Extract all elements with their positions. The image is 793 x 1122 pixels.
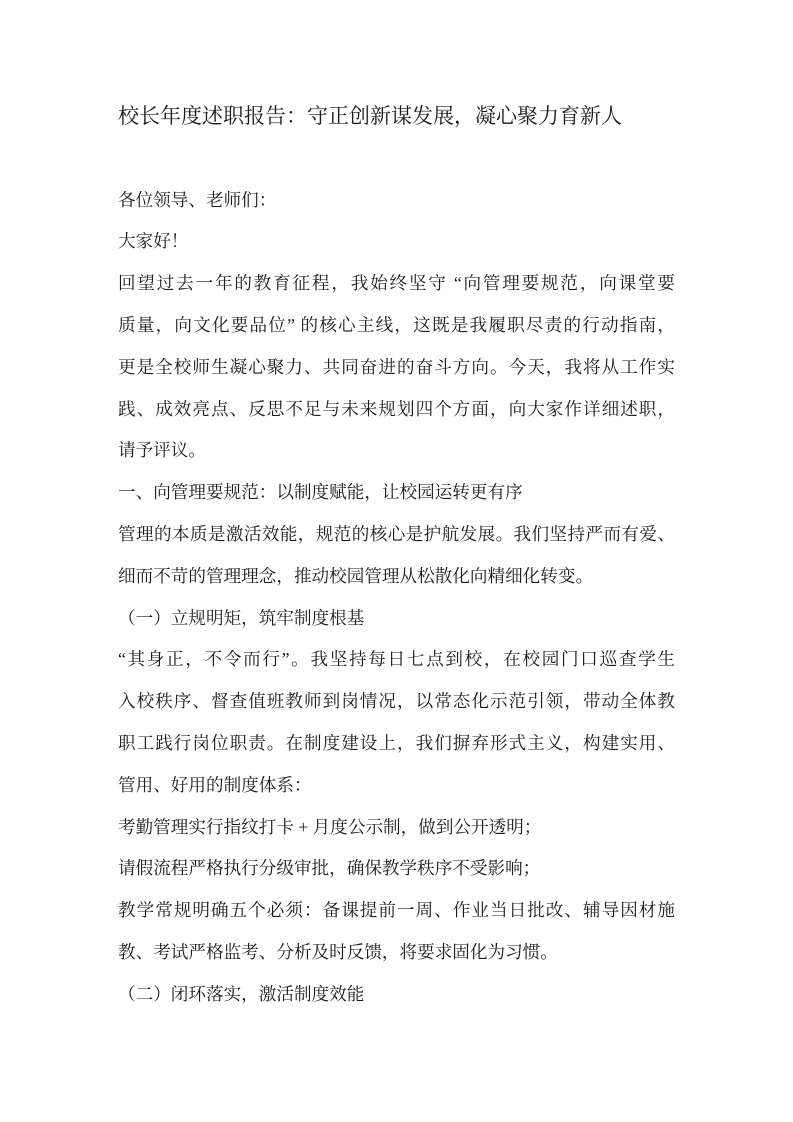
text-line: 请假流程严格执行分级审批，确保教学秩序不受影响； <box>118 858 541 879</box>
text-line: 管用、好用的制度体系： <box>118 774 312 795</box>
text-line: 职工践行岗位职责。在制度建设上，我们摒弃形式主义，构建实用、 <box>118 732 675 753</box>
text-line: 各位领导、老师们： <box>118 189 277 210</box>
text-line: 更是全校师生凝心聚力、共同奋进的奋斗方向。今天，我将从工作实 <box>118 356 675 377</box>
text-line: 回望过去一年的教育征程，我始终坚守 “向管理要规范，向课堂要 <box>118 273 675 294</box>
text-line: 考勤管理实行指纹打卡 + 月度公示制，做到公开透明； <box>118 816 542 837</box>
text-line: 管理的本质是激活效能，规范的核心是护航发展。我们坚持严而有爱、 <box>118 523 675 544</box>
text-line: 细而不苛的管理理念，推动校园管理从松散化向精细化转变。 <box>118 565 594 586</box>
text-line: 践、成效亮点、反思不足与未来规划四个方面，向大家作详细述职， <box>118 398 675 419</box>
section-heading: （二）闭环落实，激活制度效能 <box>118 983 365 1004</box>
text-line: 质量，向文化要品位” 的核心主线，这既是我履职尽责的行动指南， <box>118 314 675 335</box>
section-heading: 一、向管理要规范：以制度赋能，让校园运转更有序 <box>118 482 523 503</box>
text-line: 教、考试严格监考、分析及时反馈，将要求固化为习惯。 <box>118 941 558 962</box>
text-line: 请予评议。 <box>118 440 206 461</box>
text-line: “其身正，不令而行”。我坚持每日七点到校，在校园门口巡查学生 <box>118 649 675 670</box>
document-title: 校长年度述职报告：守正创新谋发展，凝心聚力育新人 <box>118 104 622 128</box>
document-body <box>118 96 675 1016</box>
text-line: 入校秩序、督查值班教师到岗情况，以常态化示范引领，带动全体教 <box>118 691 675 712</box>
text-line: 大家好！ <box>118 231 189 252</box>
text-line: 教学常规明确五个必须：备课提前一周、作业当日批改、辅导因材施 <box>118 900 675 921</box>
blank-line <box>118 138 675 180</box>
section-heading: （一）立规明矩，筑牢制度根基 <box>118 607 365 628</box>
